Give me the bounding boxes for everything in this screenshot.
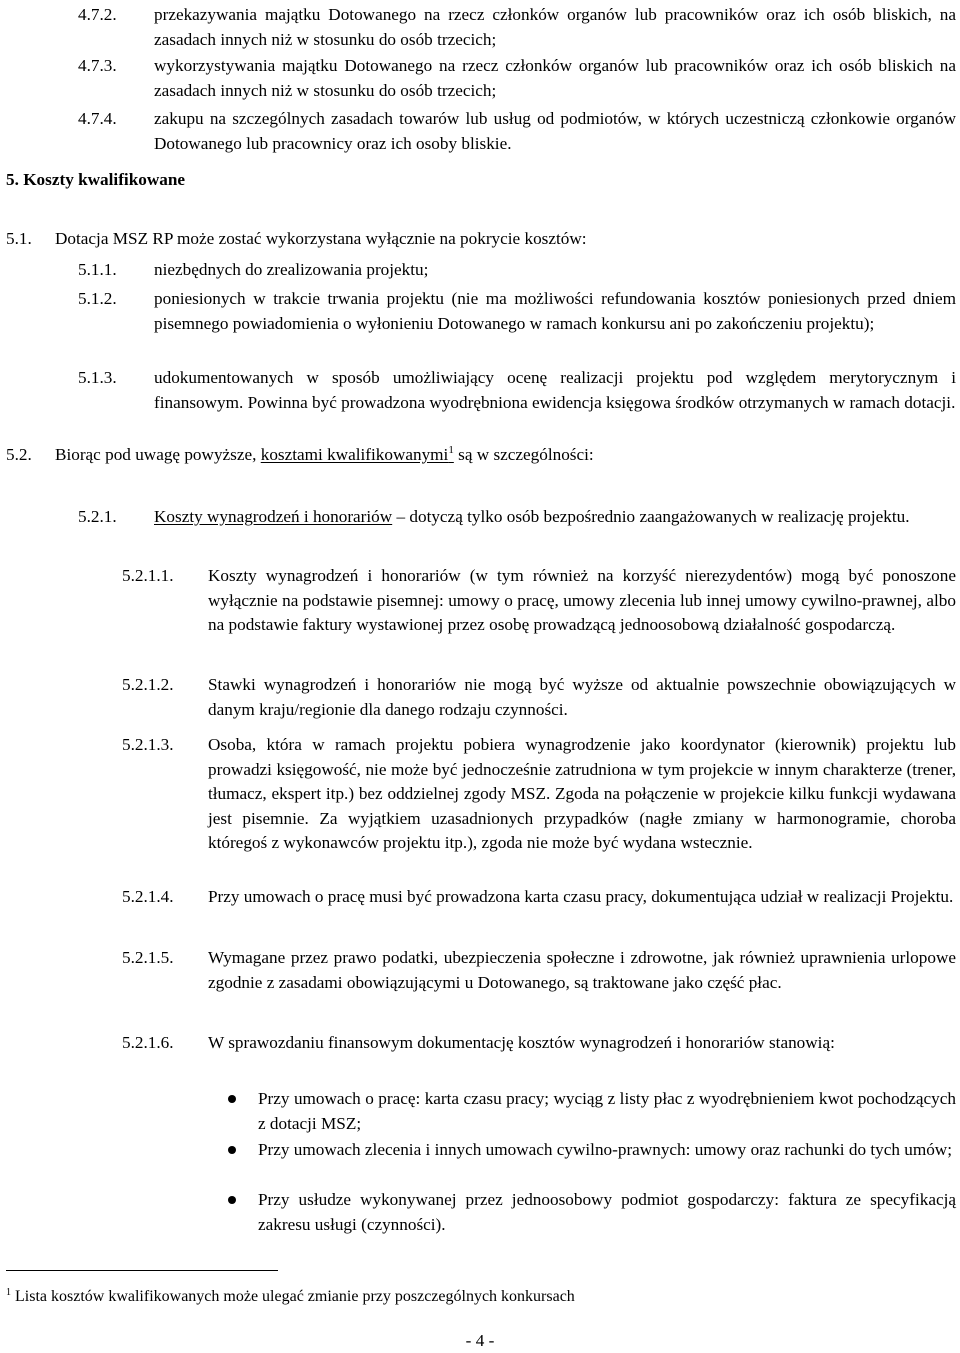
item-text-pre: Biorąc pod uwagę powyższe, [55, 445, 261, 464]
item-4-7-4 [78, 107, 956, 156]
item-text-post: są w szczególności: [453, 445, 594, 464]
item-number: 5.2.1. [78, 507, 117, 526]
item-text [55, 443, 594, 468]
item-5-2-1-1 [122, 564, 956, 638]
item-number: 5.1.1. [78, 260, 117, 279]
bullet-text: Przy umowach o pracę: karta czasu pracy; wyciąg z listy płac z wyodrębnieniem kwot pochodzących z dotacji MSZ; [258, 1089, 956, 1133]
bullet-item [224, 1138, 956, 1163]
item-text: W sprawozdaniu finansowym dokumentację kosztów wynagrodzeń i honorariów stanowią: [208, 1033, 835, 1052]
page-number: - 4 - [465, 1331, 495, 1350]
footnote-ref: 1 [448, 444, 454, 456]
item-text: poniesionych w trakcie trwania projektu (nie ma możliwości refundowania kosztów poniesionych przed dniem pisemnego powiadomienia o wyłonieniu Dotowanego w ramach konkursu ani po zakończeniu projektu); [154, 289, 956, 333]
bullet-item [224, 1087, 956, 1136]
item-5-2-1-4 [122, 885, 956, 910]
bullet-text: Przy usłudze wykonywanej przez jednoosobowy podmiot gospodarczy: faktura ze specyfikacją zakresu usługi (czynności). [258, 1190, 956, 1234]
item-5-2-1-5 [122, 946, 956, 995]
item-number: 5.1. [6, 229, 32, 248]
item-4-7-2 [78, 3, 956, 52]
footnote-separator [6, 1270, 278, 1271]
item-number: 5.2.1.3. [122, 735, 174, 754]
item-5-1-2 [78, 287, 956, 336]
item-number: 5.2.1.6. [122, 1033, 174, 1052]
item-number: 5.2.1.2. [122, 675, 174, 694]
item-number: 5.2.1.5. [122, 948, 174, 967]
item-5-1-3 [78, 366, 956, 415]
item-text: niezbędnych do zrealizowania projektu; [154, 260, 429, 279]
item-text: Stawki wynagrodzeń i honorariów nie mogą być wyższe od aktualnie powszechnie obowiązujących w danym kraju/regionie dla danego rodzaju czynności. [208, 675, 956, 719]
bullet-item [224, 1188, 956, 1237]
item-text: udokumentowanych w sposób umożliwiający ocenę realizacji projektu pod względem merytorycznym i finansowym. Powinna być prowadzona wyodrębniona ewidencja księgowa środków otrzymanych w ramach dotacji. [154, 368, 956, 412]
item-text-post: – dotyczą tylko osób bezpośrednio zaangażowanych w realizację projektu. [392, 507, 910, 526]
item-5-2-1-3 [122, 733, 956, 856]
item-number: 5.2. [6, 445, 32, 464]
item-number: 5.1.3. [78, 368, 117, 387]
item-5-2-1-2 [122, 673, 956, 722]
qualified-costs-term [261, 445, 454, 464]
qualified-costs-text: kosztami kwalifikowanymi [260, 445, 449, 464]
item-text: Wymagane przez prawo podatki, ubezpieczenia społeczne i zdrowotne, jak również uprawnienia urlopowe zgodnie z zasadami obowiązującymi u Dotowanego, są traktowane jako część płac. [208, 948, 956, 992]
item-text: Koszty wynagrodzeń i honorariów (w tym również na korzyść nierezydentów) mogą być ponoszone wyłącznie na podstawie pisemnej: umowy o pracę, umowy zlecenia lub innej umowy cywilno-prawnej, albo na podstawie faktury wystawionej przez osobę prowadzącą jednoosobową działalność gospodarczą. [208, 566, 956, 634]
item-5-1-1 [78, 258, 956, 283]
item-text: zakupu na szczególnych zasadach towarów lub usług od podmiotów, w których uczestniczą członkowie organów Dotowanego lub pracownicy oraz ich osoby bliskie. [154, 109, 956, 153]
bullet-icon [224, 1087, 258, 1136]
item-5-2-1-6 [122, 1031, 956, 1056]
item-number: 4.7.4. [78, 109, 117, 128]
item-text: Osoba, która w ramach projektu pobiera wynagrodzenie jako koordynator (kierownik) projektu lub prowadzi księgowość, nie może być jednocześnie zatrudniona w tym projekcie w innym charakterze (trener, tłumacz, ekspert itp.) bez oddzielnej zgody MSZ. Zgoda na połączenie w projekcie kilku funkcji wydawana jest pisemnie. Za wyjątkiem uzasadnionych przypadków (nagłe zmiany w harmonogramie, choroba któregoś z wykonawców projektu itp.), zgoda nie może być wydana wstecznie. [208, 735, 956, 852]
item-text [154, 505, 956, 530]
item-5-2-1 [78, 505, 956, 530]
section-heading: 5. Koszty kwalifikowane [6, 170, 186, 189]
item-number: 4.7.2. [78, 5, 117, 24]
item-text: Dotacja MSZ RP może zostać wykorzystana wyłącznie na pokrycie kosztów: [55, 229, 587, 248]
bullet-icon [224, 1138, 258, 1163]
item-number: 5.2.1.4. [122, 887, 174, 906]
item-text: Przy umowach o pracę musi być prowadzona karta czasu pracy, dokumentująca udział w realizacji Projektu. [208, 887, 954, 906]
item-text: przekazywania majątku Dotowanego na rzecz członków organów lub pracowników oraz ich osób bliskich, na zasadach innych niż w stosunku do osób trzecich; [154, 5, 956, 49]
footnote [6, 1286, 575, 1308]
item-number: 5.1.2. [78, 289, 117, 308]
item-number: 4.7.3. [78, 56, 117, 75]
item-number: 5.2.1.1. [122, 566, 174, 585]
item-5-1 [6, 227, 956, 252]
subsection-title: Koszty wynagrodzeń i honorariów [154, 507, 393, 526]
footnote-marker: 1 [6, 1287, 11, 1298]
footnote-text: Lista kosztów kwalifikowanych może ulegać zmianie przy poszczególnych konkursach [11, 1288, 575, 1305]
bullet-icon [224, 1188, 258, 1237]
item-text: wykorzystywania majątku Dotowanego na rzecz członków organów lub pracowników oraz ich osób bliskich na zasadach innych niż w stosunku do osób trzecich; [154, 56, 956, 100]
item-5-2 [6, 443, 956, 468]
bullet-text: Przy umowach zlecenia i innych umowach cywilno-prawnych: umowy oraz rachunki do tych umów; [258, 1140, 952, 1159]
item-4-7-3 [78, 54, 956, 103]
